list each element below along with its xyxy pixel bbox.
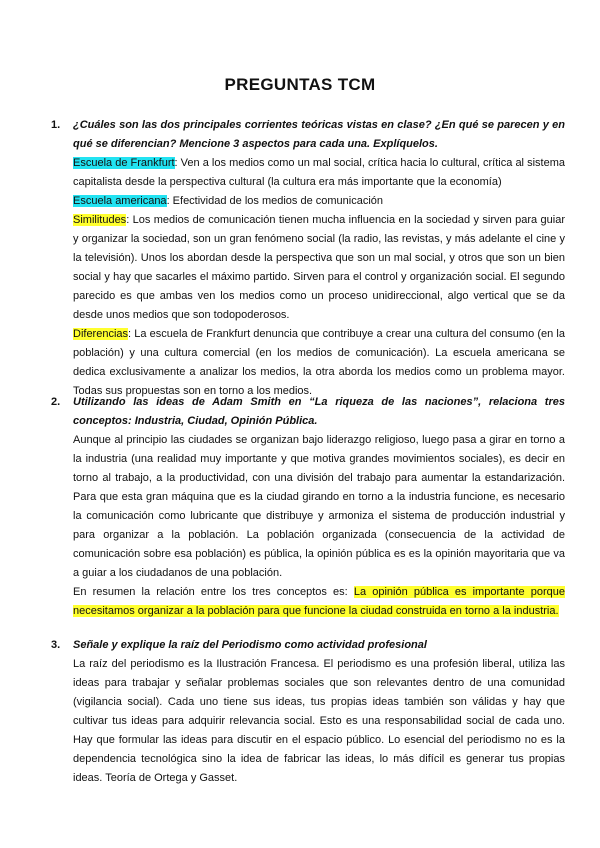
diferencias-paragraph	[73, 325, 565, 401]
similitudes-paragraph	[73, 211, 565, 325]
americana-paragraph	[73, 192, 565, 211]
diferencias-label: Diferencias	[73, 328, 129, 340]
answer-paragraph: La raíz del periodismo es la Ilustración Francesa. El periodismo es una profesión liberal, utiliza las ideas para trabajar y señalar problemas sociales que son relevantes dentro de una comunidad (vigilancia social). Cada uno tiene sus ideas, tus propias ideas también son válidas y hay que cultivar tus ideas para adquirir relevancia social. Esto es una responsabilidad social de cada uno. Hay que formular las ideas para discutir en el espacio público. Lo esencial del periodismo no es la dependencia tecnológica sino la idea de fabricar las ideas, lo más difícil es generar tus propias ideas. Teoría de Ortega y Gasset.	[73, 658, 565, 784]
diferencias-text: : La escuela de Frankfurt denuncia que contribuye a crear una cultura del consumo (en la población) y una cultura comercial (en los medios de comunicación). La escuela americana se dedica exclusivamente a analizar los medios, la otra aborda los medios como un problema mayor. Todas sus propuestas son en torno a los medios.	[73, 328, 565, 397]
question-body	[73, 636, 565, 788]
page-title: PREGUNTAS TCM	[224, 75, 376, 94]
frankfurt-paragraph	[73, 154, 565, 192]
question-number: 2.	[51, 396, 61, 408]
similitudes-label: Similitudes	[73, 214, 127, 226]
question-title: Señale y explique la raíz del Periodismo como actividad profesional	[73, 639, 427, 651]
summary-paragraph	[73, 583, 565, 621]
americana-label: Escuela americana	[73, 195, 167, 207]
question-title: Utilizando las ideas de Adam Smith en “La riqueza de las naciones”, relaciona tres conceptos: Industria, Ciudad, Opinión Pública.	[73, 396, 565, 427]
question-number: 1.	[51, 119, 61, 131]
question-body	[73, 393, 565, 621]
similitudes-text: : Los medios de comunicación tienen mucha influencia en la sociedad y sirven para guiar y organizar la sociedad, son un gran fenómeno social (la radio, las revistas, y más adelante el cine y la televisión). Unos los abordan desde la perspectiva que son un mal social, y otros que son un bien social y hay que sacarles el máximo partido. Sirven para el control y organización social. El segundo parecido es que ambas ven los medios como un proceso unidireccional, algo vertical que se da desde unos medios que son todopoderosos.	[73, 214, 565, 321]
summary-intro: En resumen la relación entre los tres conceptos es:	[73, 586, 354, 598]
question-number: 3.	[51, 639, 61, 651]
americana-text: : Efectividad de los medios de comunicación	[166, 195, 384, 207]
question-title: ¿Cuáles son las dos principales corrientes teóricas vistas en clase? ¿En qué se parecen y en qué se diferencian? Mencione 3 aspectos para cada una. Explíquelos.	[73, 119, 565, 150]
frankfurt-text: : Ven a los medios como un mal social, crítica hacia lo cultural, crítica al sistema capitalista desde la perspectiva cultural (la cultura era más importante que la economía)	[73, 157, 565, 188]
summary-highlight: La opinión pública es importante porque necesitamos organizar a la población para que funcione la ciudad construida en torno a la industria.	[73, 586, 565, 617]
question-body	[73, 116, 565, 401]
frankfurt-label: Escuela de Frankfurt	[73, 157, 175, 169]
answer-paragraph: Aunque al principio las ciudades se organizan bajo liderazgo religioso, luego pasa a girar en torno a la industria (una realidad muy importante y que motiva grandes movimientos sociales), es decir en torno al trabajo, a la productividad, con una división del trabajo para aumentar la estandarización. Para que esta gran máquina que es la ciudad girando en torno a la industria funcione, es necesario la comunicación como lubricante que distribuye y armoniza el sistema de producción industrial y para organizar a la población. La población organizada (consecuencia de la actividad de comunicación sobre esa población) es pública, la opinión pública es es la opinión mayoritaria que va a guiar a los ciudadanos de una población.	[73, 434, 565, 579]
